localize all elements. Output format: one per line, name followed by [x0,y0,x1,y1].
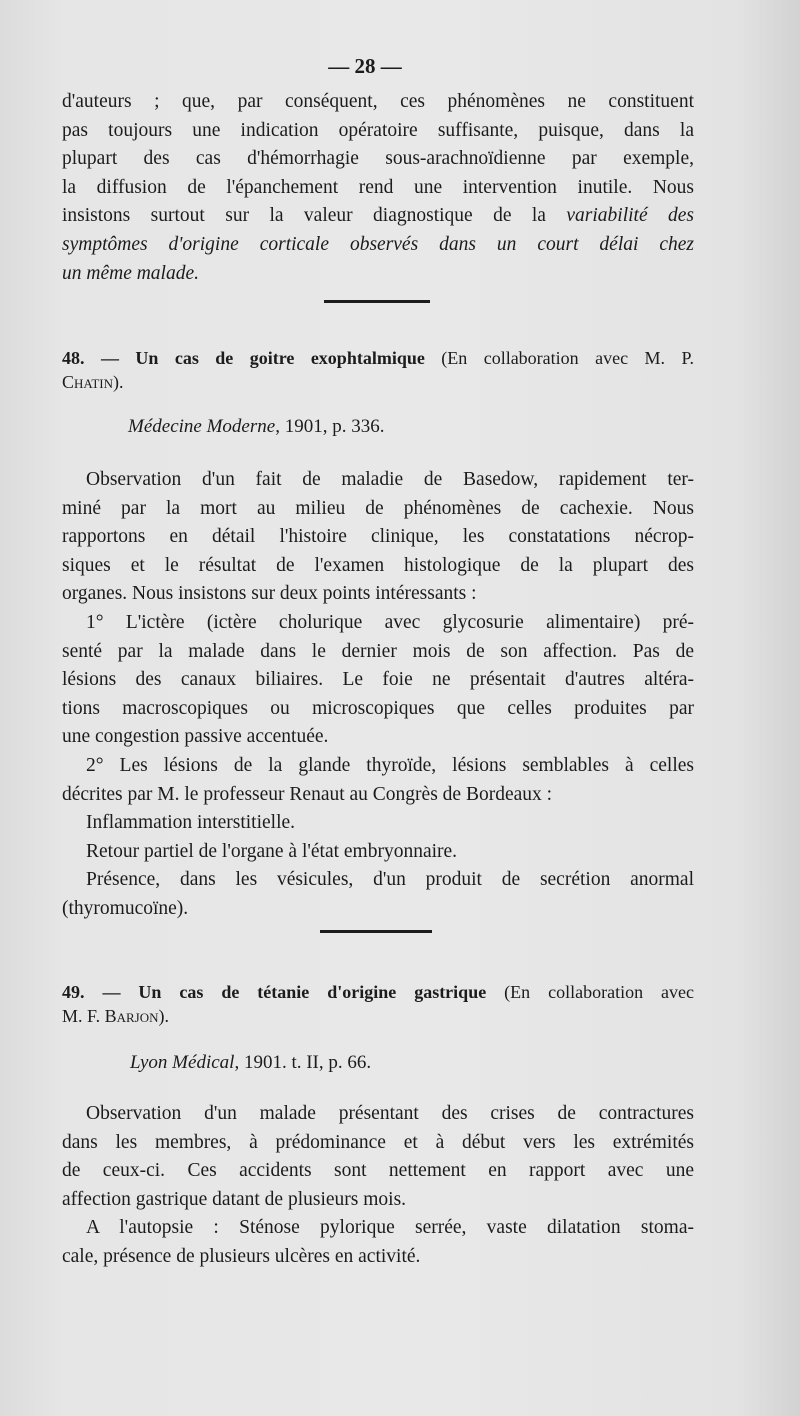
text-line: siques et le résultat de l'examen histologique de la plupart des [62,554,694,576]
entry-49-reference: Lyon Médical, 1901. t. II, p. 66. [130,1052,372,1073]
text-line: d'auteurs ; que, par conséquent, ces phénomènes ne constituent [62,91,694,112]
entry-49-heading [62,980,694,1028]
text-line: cale, présence de plusieurs ulcères en activité. [62,1245,421,1267]
entry-49-body [62,1100,694,1272]
text-line: tions macroscopiques ou microscopiques que celles produites par [62,697,694,719]
text-line: (thyromucoïne). [62,897,189,919]
entry-48-title-line: 48. — Un cas de goitre exophtalmique (En collaboration avec M. P. [62,348,694,368]
text-line: insistons surtout sur la valeur diagnostique de la variabilité des [62,205,695,227]
section-divider [320,930,432,933]
text-line: senté par la malade dans le dernier mois de son affection. Pas de [62,640,694,662]
section-divider [324,300,430,303]
text-line: Présence, dans les vésicules, d'un produit de secrétion anormal [86,869,694,891]
text-line: A l'autopsie : Sténose pylorique serrée, vaste dilatation stoma- [86,1217,694,1239]
entry-48-number: 48. — [62,348,136,368]
entry-49-title-line: 49. — Un cas de tétanie d'origine gastrique (En collaboration avec [62,982,694,1002]
text-line: un même malade. [62,262,200,284]
text-line: miné par la mort au milieu de phénomènes de cachexie. Nous [62,497,694,519]
text-line: pas toujours une indication opératoire suffisante, puisque, dans la [62,119,694,141]
text-line: une congestion passive accentuée. [62,726,329,748]
entry-48-reference: Médecine Moderne, 1901, p. 336. [128,416,385,437]
text-line: lésions des canaux biliaires. Le foie ne présentait d'autres altéra- [62,669,694,691]
page-number: — 28 — [328,54,402,78]
entry-49-collab-line: M. F. Barjon). [62,1006,169,1026]
journal-name: Lyon Médical [130,1052,235,1073]
entry-48-heading [62,346,694,394]
text-line: 2° Les lésions de la glande thyroïde, lésions semblables à celles [86,754,694,776]
collaborator-name: Barjon [104,1006,159,1026]
text-line: dans les membres, à prédominance et à début vers les extrémités [62,1131,694,1153]
text-line: organes. Nous insistons sur deux points intéressants : [62,583,477,605]
text-line: rapportons en détail l'histoire clinique, les constatations nécrop- [62,526,694,548]
text-line: de ceux-ci. Ces accidents sont nettement en rapport avec une [62,1160,694,1182]
entry-48-body [62,466,694,924]
collaborator-name: Chatin [62,372,113,392]
text-line: affection gastrique datant de plusieurs mois. [62,1188,407,1210]
text-line: 1° L'ictère (ictère cholurique avec glycosurie alimentaire) pré- [86,611,694,633]
entry-49-number: 49. — [62,982,139,1002]
text-line: Inflammation interstitielle. [86,812,296,834]
text-line: Retour partiel de l'organe à l'état embryonnaire. [86,840,458,862]
text-line: plupart des cas d'hémorrhagie sous-arachnoïdienne par exemple, [62,148,694,170]
entry-48-collab-line: Chatin). [62,372,124,392]
text-line: Observation d'un malade présentant des crises de contractures [86,1103,694,1124]
intro-paragraph [62,88,694,288]
journal-name: Médecine Moderne [128,416,276,437]
text-line: décrites par M. le professeur Renaut au Congrès de Bordeaux : [62,783,553,805]
text-line: la diffusion de l'épanchement rend une intervention inutile. Nous [62,176,694,198]
entry-49-title: Un cas de tétanie d'origine gastrique [138,982,487,1002]
text-line: symptômes d'origine corticale observés dans un court délai chez [62,233,694,255]
entry-48-title: Un cas de goitre exophtalmique [135,348,425,368]
text-line: Observation d'un fait de maladie de Basedow, rapidement ter- [86,469,694,490]
